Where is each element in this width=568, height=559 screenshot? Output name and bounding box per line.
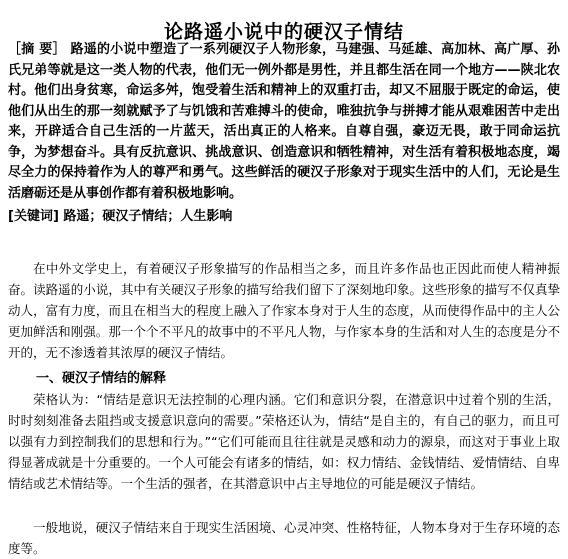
body-paragraph: 一般地说，硬汉子情结来自于现实生活困境、心灵冲突、性格特征，人物本身对于生存环境的态度等。: [8, 520, 560, 556]
body-paragraph: 荣格认为：“情结是意识无法控制的心理内涵。它们和意识分裂，在潜意识中过着个别的生活，时时刻刻准备去阻挡或支援意识意向的需要。”荣格还认为，情结“是自主的，有自己的驱力，而且可以强有力到控制我们的思想和行为。”“它们可能而且往往就是灵感和动力的源泉，而这对于事业上取得显著成就是十分重要的。一个人可能会有诸多的情结，如：权力情结、金钱情结、爱情情结、自卑情结或艺术情结等。一个生活的强者，在其潜意识中占主导地位的可能是硬汉子情结。: [8, 392, 560, 491]
keywords-line: [关键词] 路遥；硬汉子情结；人生影响: [8, 209, 233, 224]
body-paragraph: 在中外文学史上，有着硬汉子形象描写的作品相当之多，而且许多作品也正因此而使人精神振奋。读路遥的小说，其中有关硬汉子形象的描写给我们留下了深刻地印象。这些形象的描写不仅真挚动人，富有力度，而且在相当大的程度上融入了作家本身对于人生的态度，从而使得作品中的主人公更加鲜活和刚强。那一个个不平凡的故事中的不平凡人物，与作家本身的生活和对人生的态度是分不开的，无不渗透着其浓厚的硬汉子情结。: [8, 261, 560, 360]
section-heading: 一、硬汉子情结的解释: [36, 371, 167, 386]
document-title: 论路遥小说中的硬汉子情结: [163, 20, 404, 43]
abstract-paragraph: ［摘 要］ 路遥的小说中塑造了一系列硬汉子人物形象，马建强、马延雄、高加林、高广厚、孙氏兄弟等就是这一类人物的代表，他们无一例外都是男性，并且都生活在同一个地方——陕北农村。他们出身贫寒，命运多舛，饱受着生活和精神上的双重打击，却又不屈服于既定的命运，使他们从出生的那一刻就赋予了与饥饿和苦难搏斗的使命，唯独抗争与拼搏才能从艰难困苦中走出来，开辟适合自己生活的一片蓝天，活出真正的人格来。自尊自强，豪迈无畏，敢于同命运抗争，为梦想奋斗。具有反抗意识、挑战意识、创造意识和牺牲精神，对生活有着积极地态度，竭尽全力的保持着作为人的尊严和勇气。这些鲜活的硬汉子形象对于现实生活中的人们，无论是生活磨砺还是从事创作都有着积极地影响。: [8, 42, 560, 201]
